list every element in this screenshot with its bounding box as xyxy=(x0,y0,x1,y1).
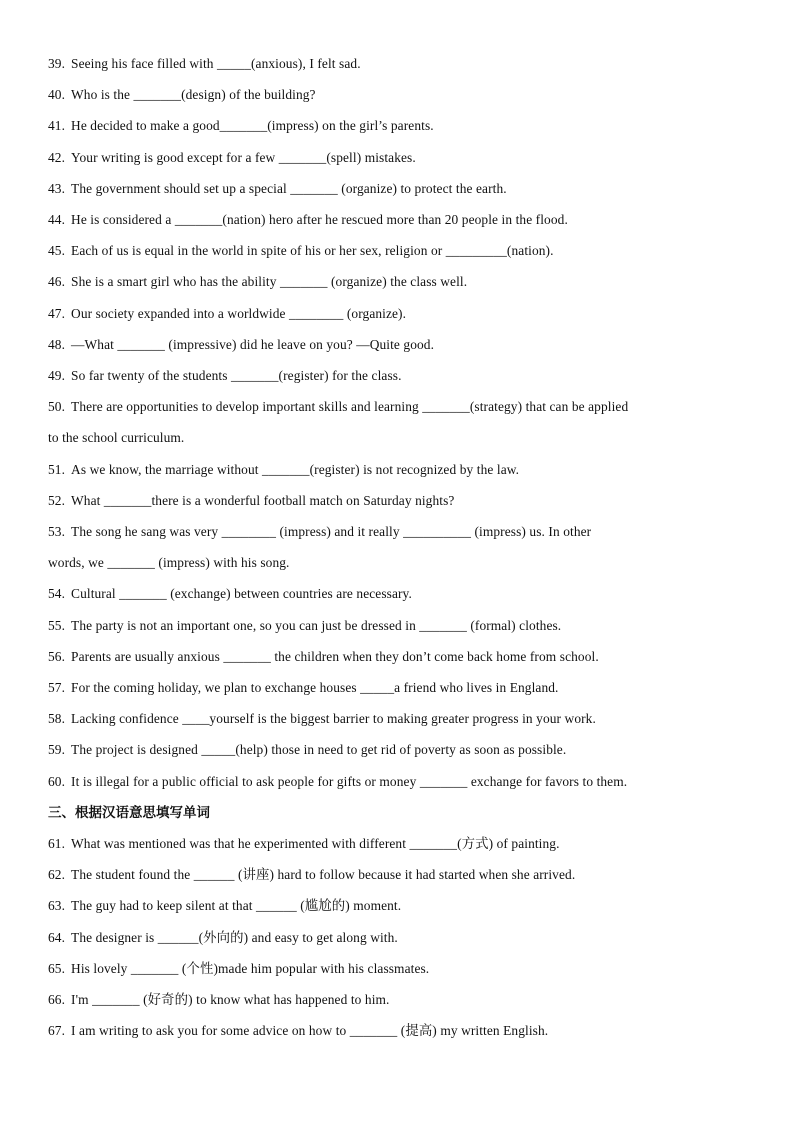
question-number: 65. xyxy=(48,960,66,976)
question-42 xyxy=(48,150,738,166)
question-number: 57. xyxy=(48,680,66,695)
question-text: —What _______ (impressive) did he leave on you? —Quite good. xyxy=(71,336,435,352)
question-number: 54. xyxy=(48,586,66,602)
question-text: The guy had to keep silent at that ______ (尴尬的) moment. xyxy=(71,898,402,914)
question-text: I'm _______ (好奇的) to know what has happened to him. xyxy=(71,992,390,1007)
question-number: 40. xyxy=(48,87,66,103)
question-continuation: to the school curriculum. xyxy=(48,430,185,446)
section-heading: 三、根据汉语意思填写单词 xyxy=(48,804,210,821)
question-number: 44. xyxy=(48,212,66,227)
question-number: 45. xyxy=(48,243,66,259)
question-47 xyxy=(48,306,738,322)
question-number: 48. xyxy=(48,336,66,352)
question-continuation: words, we _______ (impress) with his song. xyxy=(48,555,290,571)
question-number: 61. xyxy=(48,836,66,851)
question-text: His lovely _______ (个性)made him popular with his classmates. xyxy=(71,960,430,976)
question-number: 41. xyxy=(48,118,66,134)
question-53 xyxy=(48,524,738,540)
question-number: 60. xyxy=(48,773,66,789)
question-number: 53. xyxy=(48,524,66,539)
question-text: It is illegal for a public official to ask people for gifts or money _______ exchange for favors to them. xyxy=(71,773,628,789)
question-58 xyxy=(48,711,738,727)
question-text: I am writing to ask you for some advice on how to _______ (提高) my written English. xyxy=(71,1023,549,1039)
question-number: 39. xyxy=(48,56,66,71)
question-text: Our society expanded into a worldwide ________ (organize). xyxy=(71,305,407,321)
question-text: The government should set up a special _______ (organize) to protect the earth. xyxy=(71,180,507,196)
question-text: Seeing his face filled with _____(anxious), I felt sad. xyxy=(71,56,361,71)
question-number: 64. xyxy=(48,929,66,945)
question-54 xyxy=(48,586,738,602)
question-text: He decided to make a good_______(impress) on the girl’s parents. xyxy=(71,118,434,134)
question-text: The party is not an important one, so you can just be dressed in _______ (formal) clothes. xyxy=(71,617,562,633)
question-number: 63. xyxy=(48,898,66,914)
question-text: He is considered a _______(nation) hero after he rescued more than 20 people in the flood. xyxy=(71,212,568,227)
question-text: Parents are usually anxious _______ the children when they don’t come back home from school. xyxy=(71,648,599,664)
question-number: 55. xyxy=(48,617,66,633)
question-text: Cultural _______ (exchange) between countries are necessary. xyxy=(71,586,412,602)
question-text: The project is designed _____(help) those in need to get rid of poverty as soon as possible. xyxy=(71,742,567,758)
question-66 xyxy=(48,992,738,1008)
question-39 xyxy=(48,56,738,72)
question-text: What was mentioned was that he experimented with different _______(方式) of painting. xyxy=(71,836,560,851)
question-57 xyxy=(48,680,738,696)
question-number: 56. xyxy=(48,648,66,664)
question-50 xyxy=(48,399,738,415)
question-text: Who is the _______(design) of the building? xyxy=(71,87,316,103)
question-number: 51. xyxy=(48,461,66,477)
question-62 xyxy=(48,867,738,883)
question-45 xyxy=(48,243,738,259)
question-44 xyxy=(48,212,738,228)
question-52 xyxy=(48,493,738,509)
question-text: For the coming holiday, we plan to exchange houses _____a friend who lives in England. xyxy=(71,680,559,695)
question-text: She is a smart girl who has the ability _______ (organize) the class well. xyxy=(71,274,468,290)
question-43 xyxy=(48,181,738,197)
question-number: 66. xyxy=(48,992,66,1007)
question-text: The designer is ______(外向的) and easy to get along with. xyxy=(71,929,398,945)
question-61 xyxy=(48,836,738,852)
question-46 xyxy=(48,274,738,290)
question-text: Each of us is equal in the world in spite of his or her sex, religion or _________(nation). xyxy=(71,243,554,259)
question-number: 67. xyxy=(48,1023,66,1039)
question-59 xyxy=(48,742,738,758)
question-text: What _______there is a wonderful football match on Saturday nights? xyxy=(71,492,455,508)
question-number: 49. xyxy=(48,368,66,383)
question-49 xyxy=(48,368,738,384)
question-text: Your writing is good except for a few _______(spell) mistakes. xyxy=(71,149,416,165)
question-text: The student found the ______ (讲座) hard to follow because it had started when she arrived. xyxy=(71,867,576,883)
question-65 xyxy=(48,961,738,977)
question-number: 50. xyxy=(48,399,66,415)
question-number: 43. xyxy=(48,180,66,196)
question-55 xyxy=(48,618,738,634)
question-number: 46. xyxy=(48,274,66,290)
question-63 xyxy=(48,898,738,914)
question-51 xyxy=(48,462,738,478)
question-41 xyxy=(48,118,738,134)
question-number: 58. xyxy=(48,711,66,727)
question-text: So far twenty of the students _______(register) for the class. xyxy=(71,368,402,383)
question-text: Lacking confidence ____yourself is the biggest barrier to making greater progress in your work. xyxy=(71,711,596,727)
question-text: There are opportunities to develop important skills and learning _______(strategy) that can be applied xyxy=(71,399,629,415)
question-60 xyxy=(48,774,738,790)
question-number: 47. xyxy=(48,305,66,321)
question-number: 42. xyxy=(48,149,66,165)
question-67 xyxy=(48,1023,738,1039)
question-text: As we know, the marriage without _______(register) is not recognized by the law. xyxy=(71,461,520,477)
question-56 xyxy=(48,649,738,665)
question-number: 52. xyxy=(48,492,66,508)
question-40 xyxy=(48,87,738,103)
question-text: The song he sang was very ________ (impress) and it really __________ (impress) us. In other xyxy=(71,524,592,539)
question-number: 59. xyxy=(48,742,66,758)
question-number: 62. xyxy=(48,867,66,883)
question-64 xyxy=(48,930,738,946)
question-48 xyxy=(48,337,738,353)
